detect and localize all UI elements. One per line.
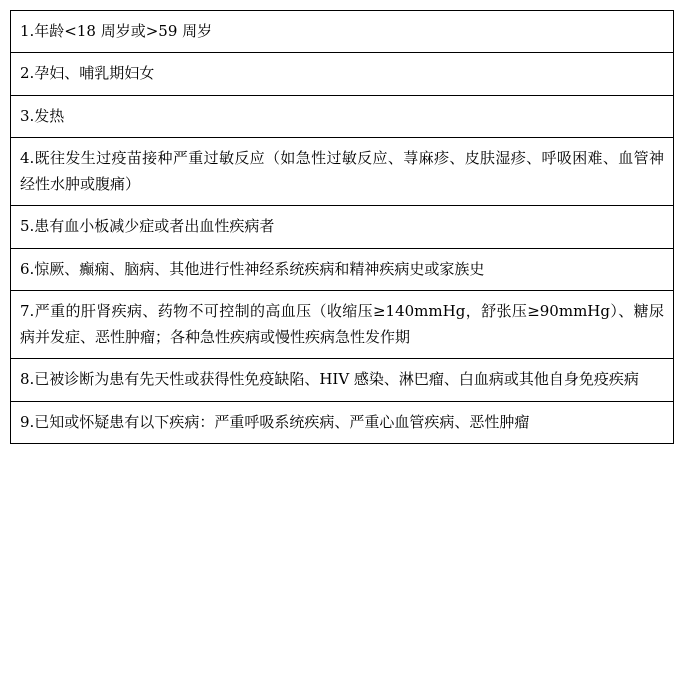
criteria-item-6: 6.惊厥、癫痫、脑病、其他进行性神经系统疾病和精神疾病史或家族史 (20, 259, 485, 278)
table-cell (11, 206, 674, 248)
criteria-item-5: 5.患有血小板减少症或者出血性疾病者 (20, 217, 275, 236)
table-row (11, 206, 674, 248)
table-cell (11, 248, 674, 290)
table-cell (11, 401, 674, 443)
table-cell (11, 95, 674, 137)
table-body (11, 11, 674, 444)
criteria-item-8: 8.已被诊断为患有先天性或获得性免疫缺陷、HIV 感染、淋巴瘤、白血病或其他自身免疫疾病 (20, 370, 639, 389)
table-row (11, 401, 674, 443)
criteria-item-3: 3.发热 (20, 106, 65, 125)
criteria-item-2: 2.孕妇、哺乳期妇女 (20, 64, 155, 83)
table-row (11, 248, 674, 290)
table-row (11, 137, 674, 206)
criteria-item-1: 1.年龄<18 周岁或>59 周岁 (20, 22, 213, 40)
criteria-item-7: 7.严重的肝肾疾病、药物不可控制的高血压（收缩压≥140mmHg，舒张压≥90mmHg）、糖尿病并发症、恶性肿瘤；各种急性疾病或慢性疾病急性发作期 (20, 301, 664, 346)
table-row (11, 53, 674, 95)
table-cell (11, 11, 674, 53)
criteria-item-4: 4.既往发生过疫苗接种严重过敏反应（如急性过敏反应、荨麻疹、皮肤湿疹、呼吸困难、血管神经性水肿或腹痛） (20, 148, 664, 193)
table-cell (11, 53, 674, 95)
table-cell (11, 137, 674, 206)
exclusion-criteria-table (10, 10, 674, 444)
table-row (11, 95, 674, 137)
table-row (11, 11, 674, 53)
table-row (11, 359, 674, 401)
table-cell (11, 359, 674, 401)
table-cell (11, 290, 674, 359)
table-row (11, 290, 674, 359)
criteria-item-9: 9.已知或怀疑患有以下疾病：严重呼吸系统疾病、严重心血管疾病、恶性肿瘤 (20, 412, 530, 431)
